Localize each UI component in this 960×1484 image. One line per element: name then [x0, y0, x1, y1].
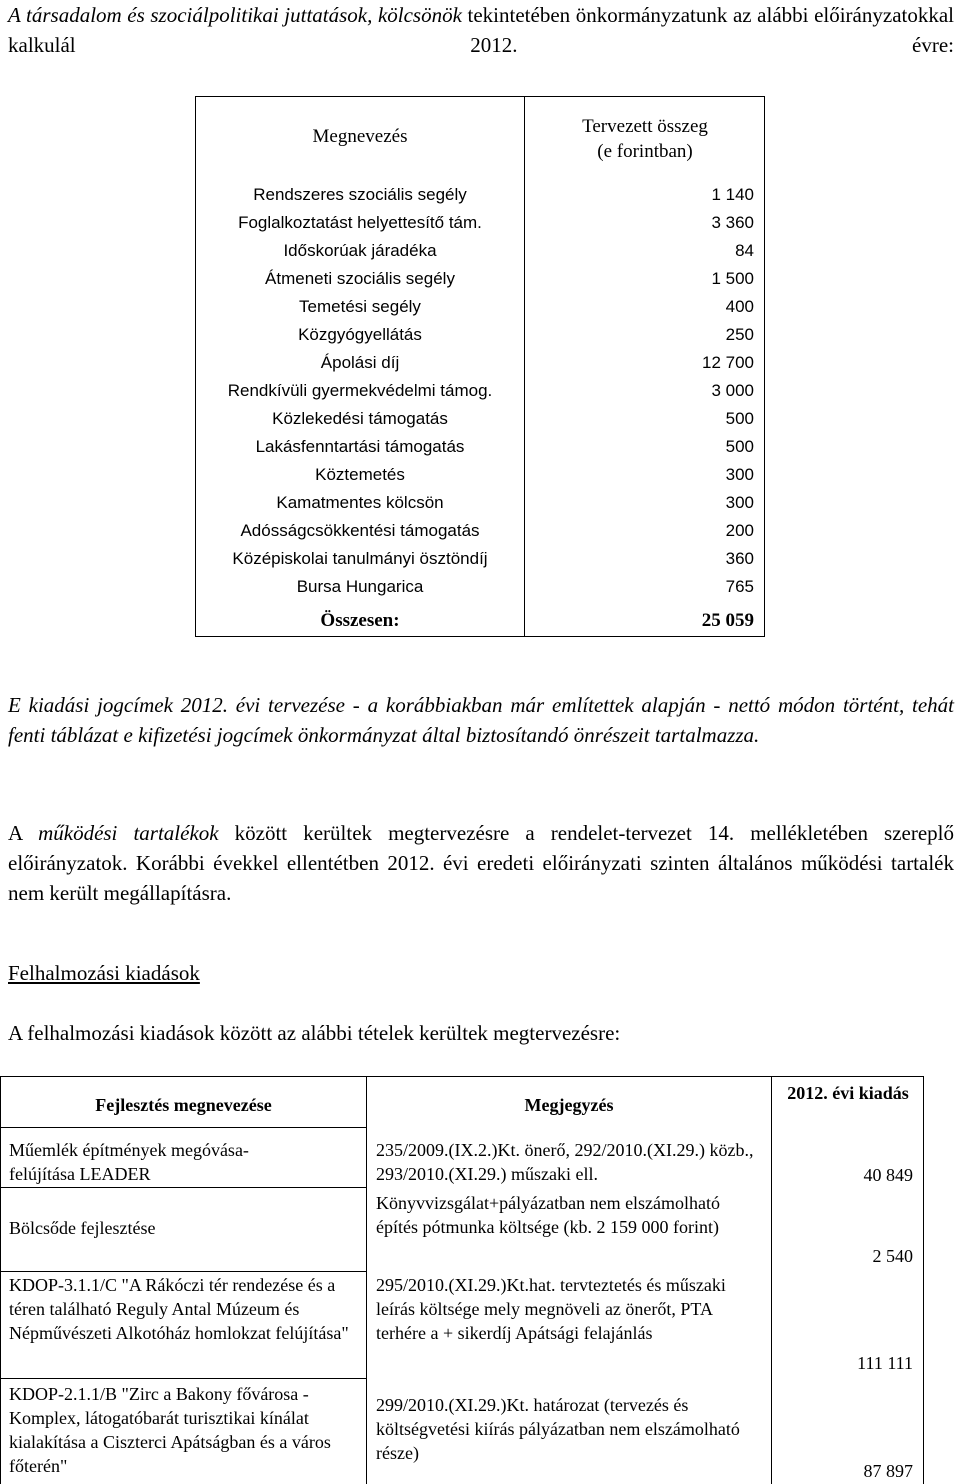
dev-row-amount: 2 540	[872, 1246, 913, 1266]
row-divider	[1, 1378, 366, 1379]
total-row: Összesen: 25 059	[320, 610, 754, 631]
intro-rest: tekintetében önkormányzatunk az alábbi előirányzatokkal kalkulál 2012. évre:	[8, 3, 954, 57]
intro-paragraph	[8, 0, 954, 90]
header-note: Megjegyzés	[524, 1095, 614, 1115]
table-row: Időskorúak járadéka 84	[283, 241, 754, 260]
header-amount: Tervezett összeg (e forintban)	[582, 116, 708, 162]
dev-row-note: 295/2010.(XI.29.)Kt.hat. tervteztetés és műszaki leírás költsége mely megnöveli az önerőt, PTA terhére a + sikerdíj Apátsági felajánlás	[376, 1275, 726, 1343]
table-row: Adósságcsökkentési támogatás 200	[240, 521, 754, 540]
table-row: Bursa Hungarica 765	[296, 577, 754, 596]
reserves-paragraph: A működési tartalékok között kerültek megtervezésre a rendelet-tervezet 14. mellékletében szereplő előirányzatok. Korábbi évekkel ellentétben 2012. évi eredeti előirányzati szinten általános működési tartalék nem került megállapításra.	[8, 821, 954, 905]
dev-row-name: KDOP-3.1.1/C "A Rákóczi tér rendezése és a téren található Reguly Antal Múzeum és Népművészeti Alkotóház homlokzat felújítása"	[9, 1275, 349, 1343]
dev-row-name: Bölcsőde fejlesztése	[9, 1218, 156, 1238]
development-table	[0, 1076, 924, 1484]
table-row: Középiskolai tanulmányi ösztöndíj 360	[232, 549, 754, 568]
column-divider	[366, 1077, 367, 1484]
table-row: Ápolási díj 12 700	[320, 353, 754, 372]
dev-row-amount: 111 111	[857, 1353, 913, 1373]
intro-italic: A társadalom és szociálpolitikai juttatások, kölcsönök	[8, 3, 462, 27]
table-row: Foglalkoztatást helyettesítő tám. 3 360	[238, 213, 754, 232]
table-row: Köztemetés 300	[315, 465, 754, 484]
header-name: Megnevezés	[312, 126, 408, 147]
table-row: Temetési segély 400	[299, 297, 754, 316]
table-row: Átmeneti szociális segély 1 500	[265, 269, 754, 288]
dev-row-amount: 40 849	[863, 1165, 913, 1185]
dev-row-name: KDOP-2.1.1/B "Zirc a Bakony fővárosa - Komplex, látogatóbarát turisztikai kínálat kialakítása a Ciszterci Apátságban és a város főterén"	[9, 1384, 331, 1476]
dev-row-note: Könyvvizsgálat+pályázatban nem elszámolható építés pótmunka költsége (kb. 2 159 000 forint)	[376, 1193, 721, 1237]
row-divider	[1, 1127, 366, 1128]
section-title: Felhalmozási kiadások	[8, 961, 200, 985]
dev-row-note: 299/2010.(XI.29.)Kt. határozat (tervezés és költségvetési kiírás pályázatban nem elszámolható része)	[376, 1395, 740, 1463]
dev-row-amount: 87 897	[863, 1461, 913, 1481]
table-row: Rendkívüli gyermekvédelmi támog. 3 000	[227, 381, 754, 400]
table-row: Kamatmentes kölcsön 300	[276, 493, 754, 512]
dev-row-name: Műemlék építmények megóvása-felújítása LEADER	[9, 1140, 249, 1184]
header-development-name: Fejlesztés megnevezése	[95, 1095, 272, 1115]
column-divider	[771, 1077, 772, 1484]
net-planning-paragraph: E kiadási jogcímek 2012. évi tervezése - a korábbiakban már említettek alapján - nettó módon történt, tehát fenti táblázat e kifizetési jogcímek önkormányzat által biztosítandó önrészeit tartalmazza.	[8, 693, 954, 747]
capital-expenditure-intro: A felhalmozási kiadások között az alábbi tételek kerültek megtervezésre:	[8, 1021, 621, 1045]
dev-row-note: 235/2009.(IX.2.)Kt. önerő, 292/2010.(XI.29.) közb., 293/2010.(XI.29.) műszaki ell.	[376, 1140, 754, 1184]
row-divider	[1, 1187, 366, 1188]
social-benefits-table	[195, 96, 765, 637]
table-row: Közgyógyellátás 250	[298, 325, 754, 344]
table-row: Lakásfenntartási támogatás 500	[255, 437, 754, 456]
table-row: Rendszeres szociális segély 1 140	[253, 185, 754, 204]
header-amount: 2012. évi kiadás	[787, 1083, 909, 1103]
table-row: Közlekedési támogatás 500	[272, 409, 754, 428]
row-divider	[1, 1271, 366, 1272]
